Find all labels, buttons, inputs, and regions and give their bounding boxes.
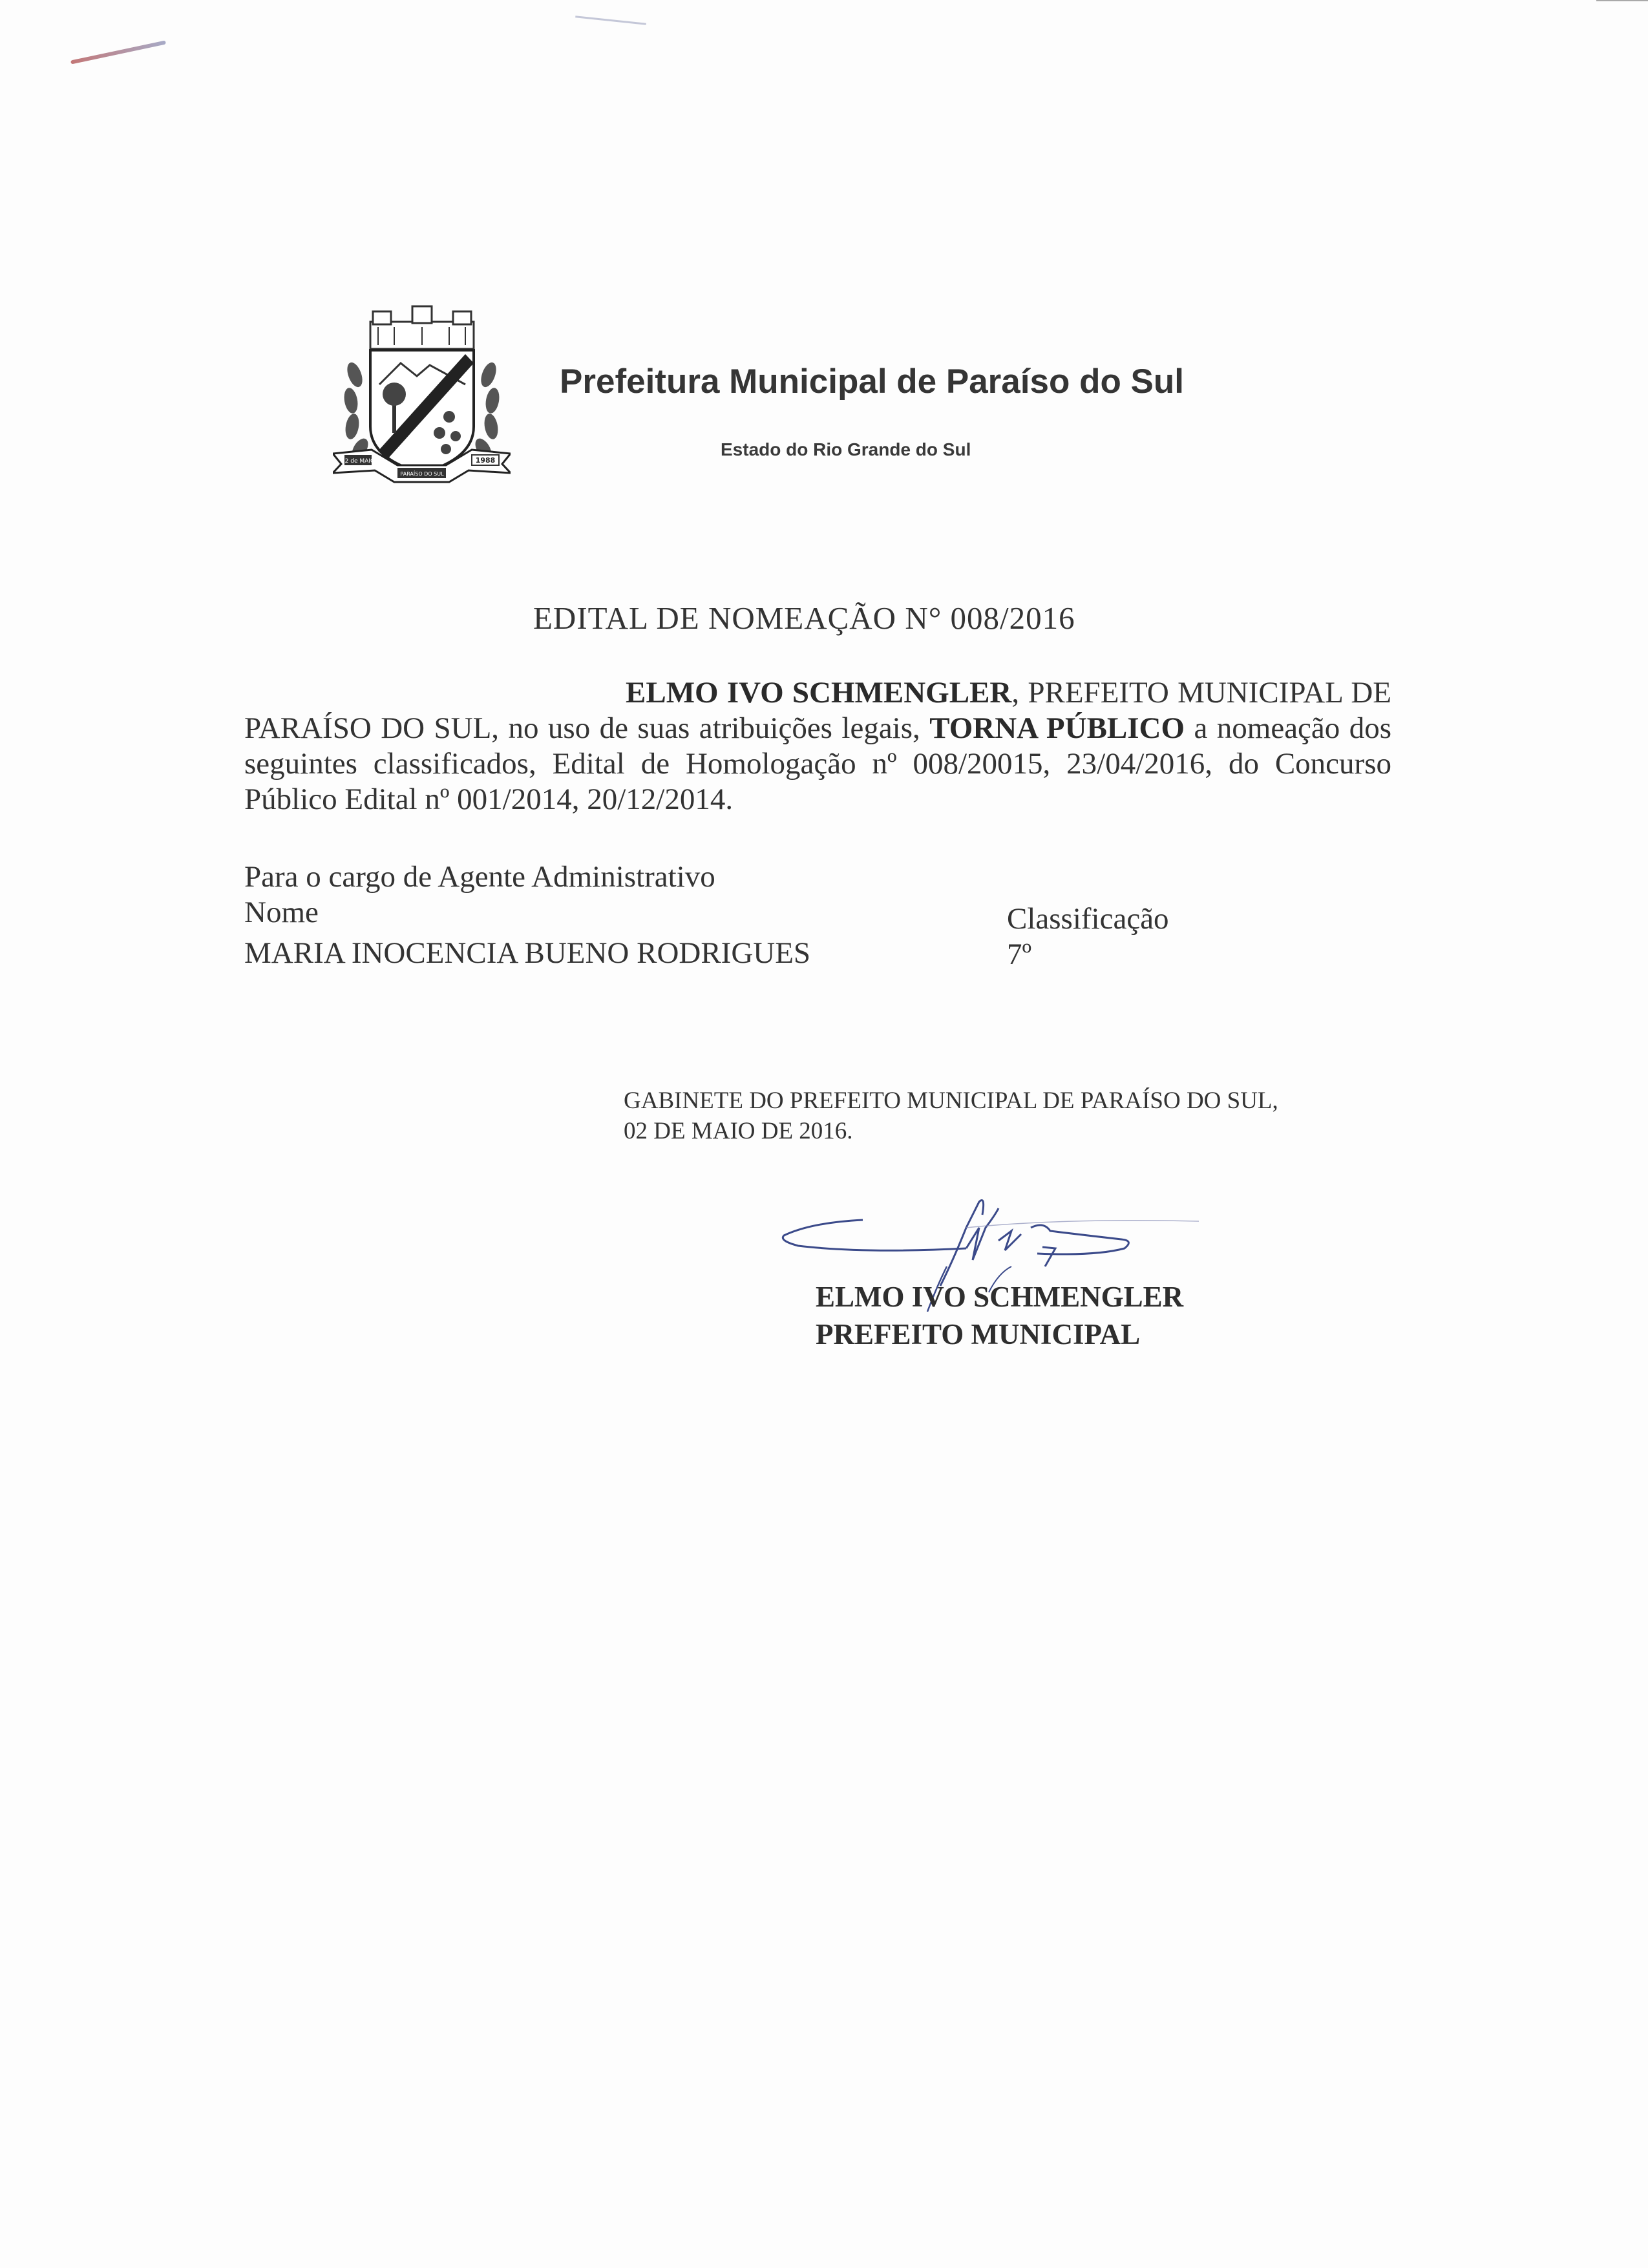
closing-block <box>624 1086 1278 1146</box>
closing-line-2: 02 DE MAIO DE 2016. <box>624 1118 853 1144</box>
closing-line-1: GABINETE DO PREFEITO MUNICIPAL DE PARAÍSO DO SUL, <box>624 1087 1278 1114</box>
table-cell-name: MARIA INOCENCIA BUENO RODRIGUES <box>244 936 811 970</box>
header-title: Prefeitura Municipal de Paraíso do Sul <box>560 362 1185 401</box>
scan-artifact-edge <box>1596 0 1648 1</box>
document-title: EDITAL DE NOMEAÇÃO N° 008/2016 <box>533 600 1075 636</box>
body-text-part-1: , PREFEITO MUNICIPAL DE PARAÍSO DO SUL, no uso de suas atribuições legais, <box>244 676 1391 745</box>
body-text-part-2: a nomeação dos seguintes classificados, Edital de Homologação nº 008/20015, 23/04/2016, do Concurso Público Edital nº 001/2014, 20/12/2014. <box>244 711 1391 816</box>
scan-artifact-mark <box>70 40 166 64</box>
signer-role: PREFEITO MUNICIPAL <box>816 1318 1141 1350</box>
document-body-paragraph <box>244 675 1391 817</box>
crest-ribbon-bottom-text: PARAÍSO DO SUL <box>400 471 444 477</box>
position-line: Para o cargo de Agente Administrativo <box>244 860 715 894</box>
table-header-classification: Classificação <box>1007 902 1169 936</box>
table-header-name: Nome <box>244 896 319 929</box>
crest-ribbon-right-text: 1988 <box>475 456 496 465</box>
scan-artifact-mark <box>575 16 646 25</box>
table-cell-classification: 7º <box>1007 938 1032 971</box>
signer-block <box>816 1278 1183 1353</box>
body-mayor-name: ELMO IVO SCHMENGLER <box>626 676 1012 709</box>
municipal-coat-of-arms-icon <box>333 304 511 491</box>
header-subtitle: Estado do Rio Grande do Sul <box>721 439 971 459</box>
crest-ribbon-left-text: 12 de MAIO <box>341 458 375 465</box>
body-emphasis: TORNA PÚBLICO <box>929 711 1185 745</box>
signer-name: ELMO IVO SCHMENGLER <box>816 1281 1184 1313</box>
